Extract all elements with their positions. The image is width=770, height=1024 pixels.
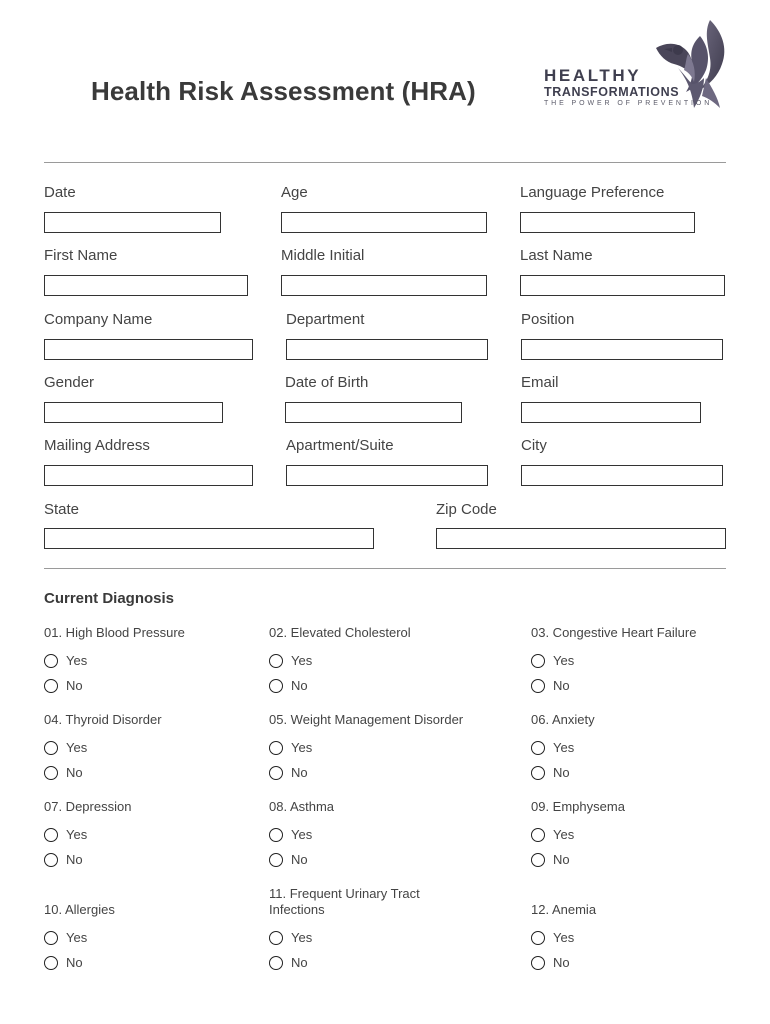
radio-button-no[interactable]: [269, 853, 283, 867]
email-field[interactable]: [521, 402, 701, 423]
option-label-yes: Yes: [291, 653, 313, 668]
option-yes-congestive-heart-failure[interactable]: [531, 653, 574, 668]
page-title: Health Risk Assessment (HRA): [91, 76, 476, 106]
radio-button-no[interactable]: [269, 956, 283, 970]
apartment-label: Apartment/Suite: [286, 437, 394, 454]
first-name-field[interactable]: [44, 275, 248, 296]
company-field[interactable]: [44, 339, 253, 360]
option-label-yes: Yes: [66, 740, 88, 755]
age-label: Age: [281, 184, 308, 201]
radio-button-no[interactable]: [531, 679, 545, 693]
gender-field[interactable]: [44, 402, 223, 423]
middle-initial-label: Middle Initial: [281, 247, 365, 264]
option-yes-anxiety[interactable]: [531, 740, 574, 755]
radio-button-yes[interactable]: [44, 654, 58, 668]
first-name-label: First Name: [44, 247, 118, 264]
radio-button-no[interactable]: [531, 766, 545, 780]
option-no-elevated-cholesterol[interactable]: [269, 678, 308, 693]
option-label-yes: Yes: [66, 827, 88, 842]
section-divider: [44, 568, 726, 569]
option-label-yes: Yes: [553, 653, 575, 668]
option-no-emphysema[interactable]: [531, 852, 570, 867]
radio-button-yes[interactable]: [531, 931, 545, 945]
last-name-label: Last Name: [520, 247, 593, 264]
question-label-asthma: 08. Asthma: [269, 799, 335, 814]
option-label-yes: Yes: [291, 827, 313, 842]
option-label-no: No: [66, 955, 83, 970]
radio-button-no[interactable]: [269, 766, 283, 780]
date-field[interactable]: [44, 212, 221, 233]
radio-button-yes[interactable]: [531, 741, 545, 755]
option-yes-thyroid-disorder[interactable]: [44, 740, 87, 755]
dob-label: Date of Birth: [285, 374, 369, 391]
city-label: City: [521, 437, 547, 454]
option-label-no: No: [66, 852, 83, 867]
option-yes-frequent-uti[interactable]: [269, 930, 312, 945]
option-yes-emphysema[interactable]: [531, 827, 574, 842]
option-yes-elevated-cholesterol[interactable]: [269, 653, 312, 668]
radio-button-yes[interactable]: [531, 828, 545, 842]
radio-button-yes[interactable]: [531, 654, 545, 668]
question-label-congestive-heart-failure: 03. Congestive Heart Failure: [531, 625, 697, 640]
option-label-no: No: [553, 678, 570, 693]
option-yes-depression[interactable]: [44, 827, 87, 842]
option-no-anxiety[interactable]: [531, 765, 570, 780]
position-field[interactable]: [521, 339, 723, 360]
option-label-no: No: [291, 955, 308, 970]
zip-field[interactable]: [436, 528, 726, 549]
logo-text-transformations: TRANSFORMATIONS: [544, 85, 680, 99]
email-label: Email: [521, 374, 559, 391]
question-label-high-blood-pressure: 01. High Blood Pressure: [44, 625, 185, 640]
radio-button-no[interactable]: [44, 853, 58, 867]
radio-button-yes[interactable]: [269, 931, 283, 945]
option-yes-weight-management-disorder[interactable]: [269, 740, 312, 755]
option-label-no: No: [291, 678, 308, 693]
option-no-congestive-heart-failure[interactable]: [531, 678, 570, 693]
radio-button-no[interactable]: [44, 679, 58, 693]
address-field[interactable]: [44, 465, 253, 486]
radio-button-no[interactable]: [269, 679, 283, 693]
option-label-yes: Yes: [66, 930, 88, 945]
radio-button-yes[interactable]: [44, 931, 58, 945]
option-label-yes: Yes: [553, 930, 575, 945]
state-field[interactable]: [44, 528, 374, 549]
language-field[interactable]: [520, 212, 695, 233]
option-label-yes: Yes: [553, 827, 575, 842]
radio-button-yes[interactable]: [44, 828, 58, 842]
option-label-no: No: [291, 765, 308, 780]
question-label-anxiety: 06. Anxiety: [531, 712, 595, 727]
position-label: Position: [521, 311, 575, 328]
option-label-no: No: [553, 765, 570, 780]
gender-label: Gender: [44, 374, 95, 391]
option-label-no: No: [553, 955, 570, 970]
question-label-weight-management-disorder: 05. Weight Management Disorder: [269, 712, 464, 727]
header-divider: [44, 162, 726, 163]
option-label-yes: Yes: [553, 740, 575, 755]
question-label-elevated-cholesterol: 02. Elevated Cholesterol: [269, 625, 411, 640]
radio-button-yes[interactable]: [269, 741, 283, 755]
city-field[interactable]: [521, 465, 723, 486]
radio-button-no[interactable]: [531, 853, 545, 867]
option-no-frequent-uti[interactable]: [269, 955, 308, 970]
question-label-thyroid-disorder: 04. Thyroid Disorder: [44, 712, 162, 727]
department-field[interactable]: [286, 339, 488, 360]
department-label: Department: [286, 311, 365, 328]
radio-button-yes[interactable]: [269, 654, 283, 668]
date-label: Date: [44, 184, 76, 201]
question-label-frequent-uti: 11. Frequent Urinary Tract Infections: [269, 886, 420, 917]
option-yes-anemia[interactable]: [531, 930, 574, 945]
option-label-no: No: [553, 852, 570, 867]
age-field[interactable]: [281, 212, 487, 233]
zip-label: Zip Code: [436, 501, 497, 518]
question-label-depression: 07. Depression: [44, 799, 132, 814]
option-label-no: No: [291, 852, 308, 867]
radio-button-yes[interactable]: [44, 741, 58, 755]
question-label-anemia: 12. Anemia: [531, 902, 597, 917]
logo: [544, 18, 730, 112]
last-name-field[interactable]: [520, 275, 725, 296]
option-yes-asthma[interactable]: [269, 827, 312, 842]
middle-initial-field[interactable]: [281, 275, 487, 296]
company-label: Company Name: [44, 311, 153, 328]
dob-field[interactable]: [285, 402, 462, 423]
radio-button-no[interactable]: [44, 766, 58, 780]
option-no-weight-management-disorder[interactable]: [269, 765, 308, 780]
option-label-no: No: [66, 678, 83, 693]
logo-tagline: THE POWER OF PREVENTION: [544, 100, 713, 107]
diagnosis-heading: Current Diagnosis: [44, 590, 175, 607]
option-label-yes: Yes: [291, 740, 313, 755]
option-no-allergies[interactable]: [44, 955, 83, 970]
option-label-yes: Yes: [66, 653, 88, 668]
question-label-allergies: 10. Allergies: [44, 902, 115, 917]
radio-button-yes[interactable]: [269, 828, 283, 842]
option-label-yes: Yes: [291, 930, 313, 945]
radio-button-no[interactable]: [531, 956, 545, 970]
state-label: State: [44, 501, 80, 518]
option-yes-high-blood-pressure[interactable]: [44, 653, 87, 668]
question-label-emphysema: 09. Emphysema: [531, 799, 625, 814]
radio-button-no[interactable]: [44, 956, 58, 970]
language-label: Language Preference: [520, 184, 665, 201]
option-no-depression[interactable]: [44, 852, 83, 867]
logo-text-healthy: HEALTHY: [544, 66, 642, 85]
address-label: Mailing Address: [44, 437, 150, 454]
apartment-field[interactable]: [286, 465, 488, 486]
option-no-thyroid-disorder[interactable]: [44, 765, 83, 780]
option-label-no: No: [66, 765, 83, 780]
option-yes-allergies[interactable]: [44, 930, 87, 945]
option-no-high-blood-pressure[interactable]: [44, 678, 83, 693]
option-no-asthma[interactable]: [269, 852, 308, 867]
option-no-anemia[interactable]: [531, 955, 570, 970]
